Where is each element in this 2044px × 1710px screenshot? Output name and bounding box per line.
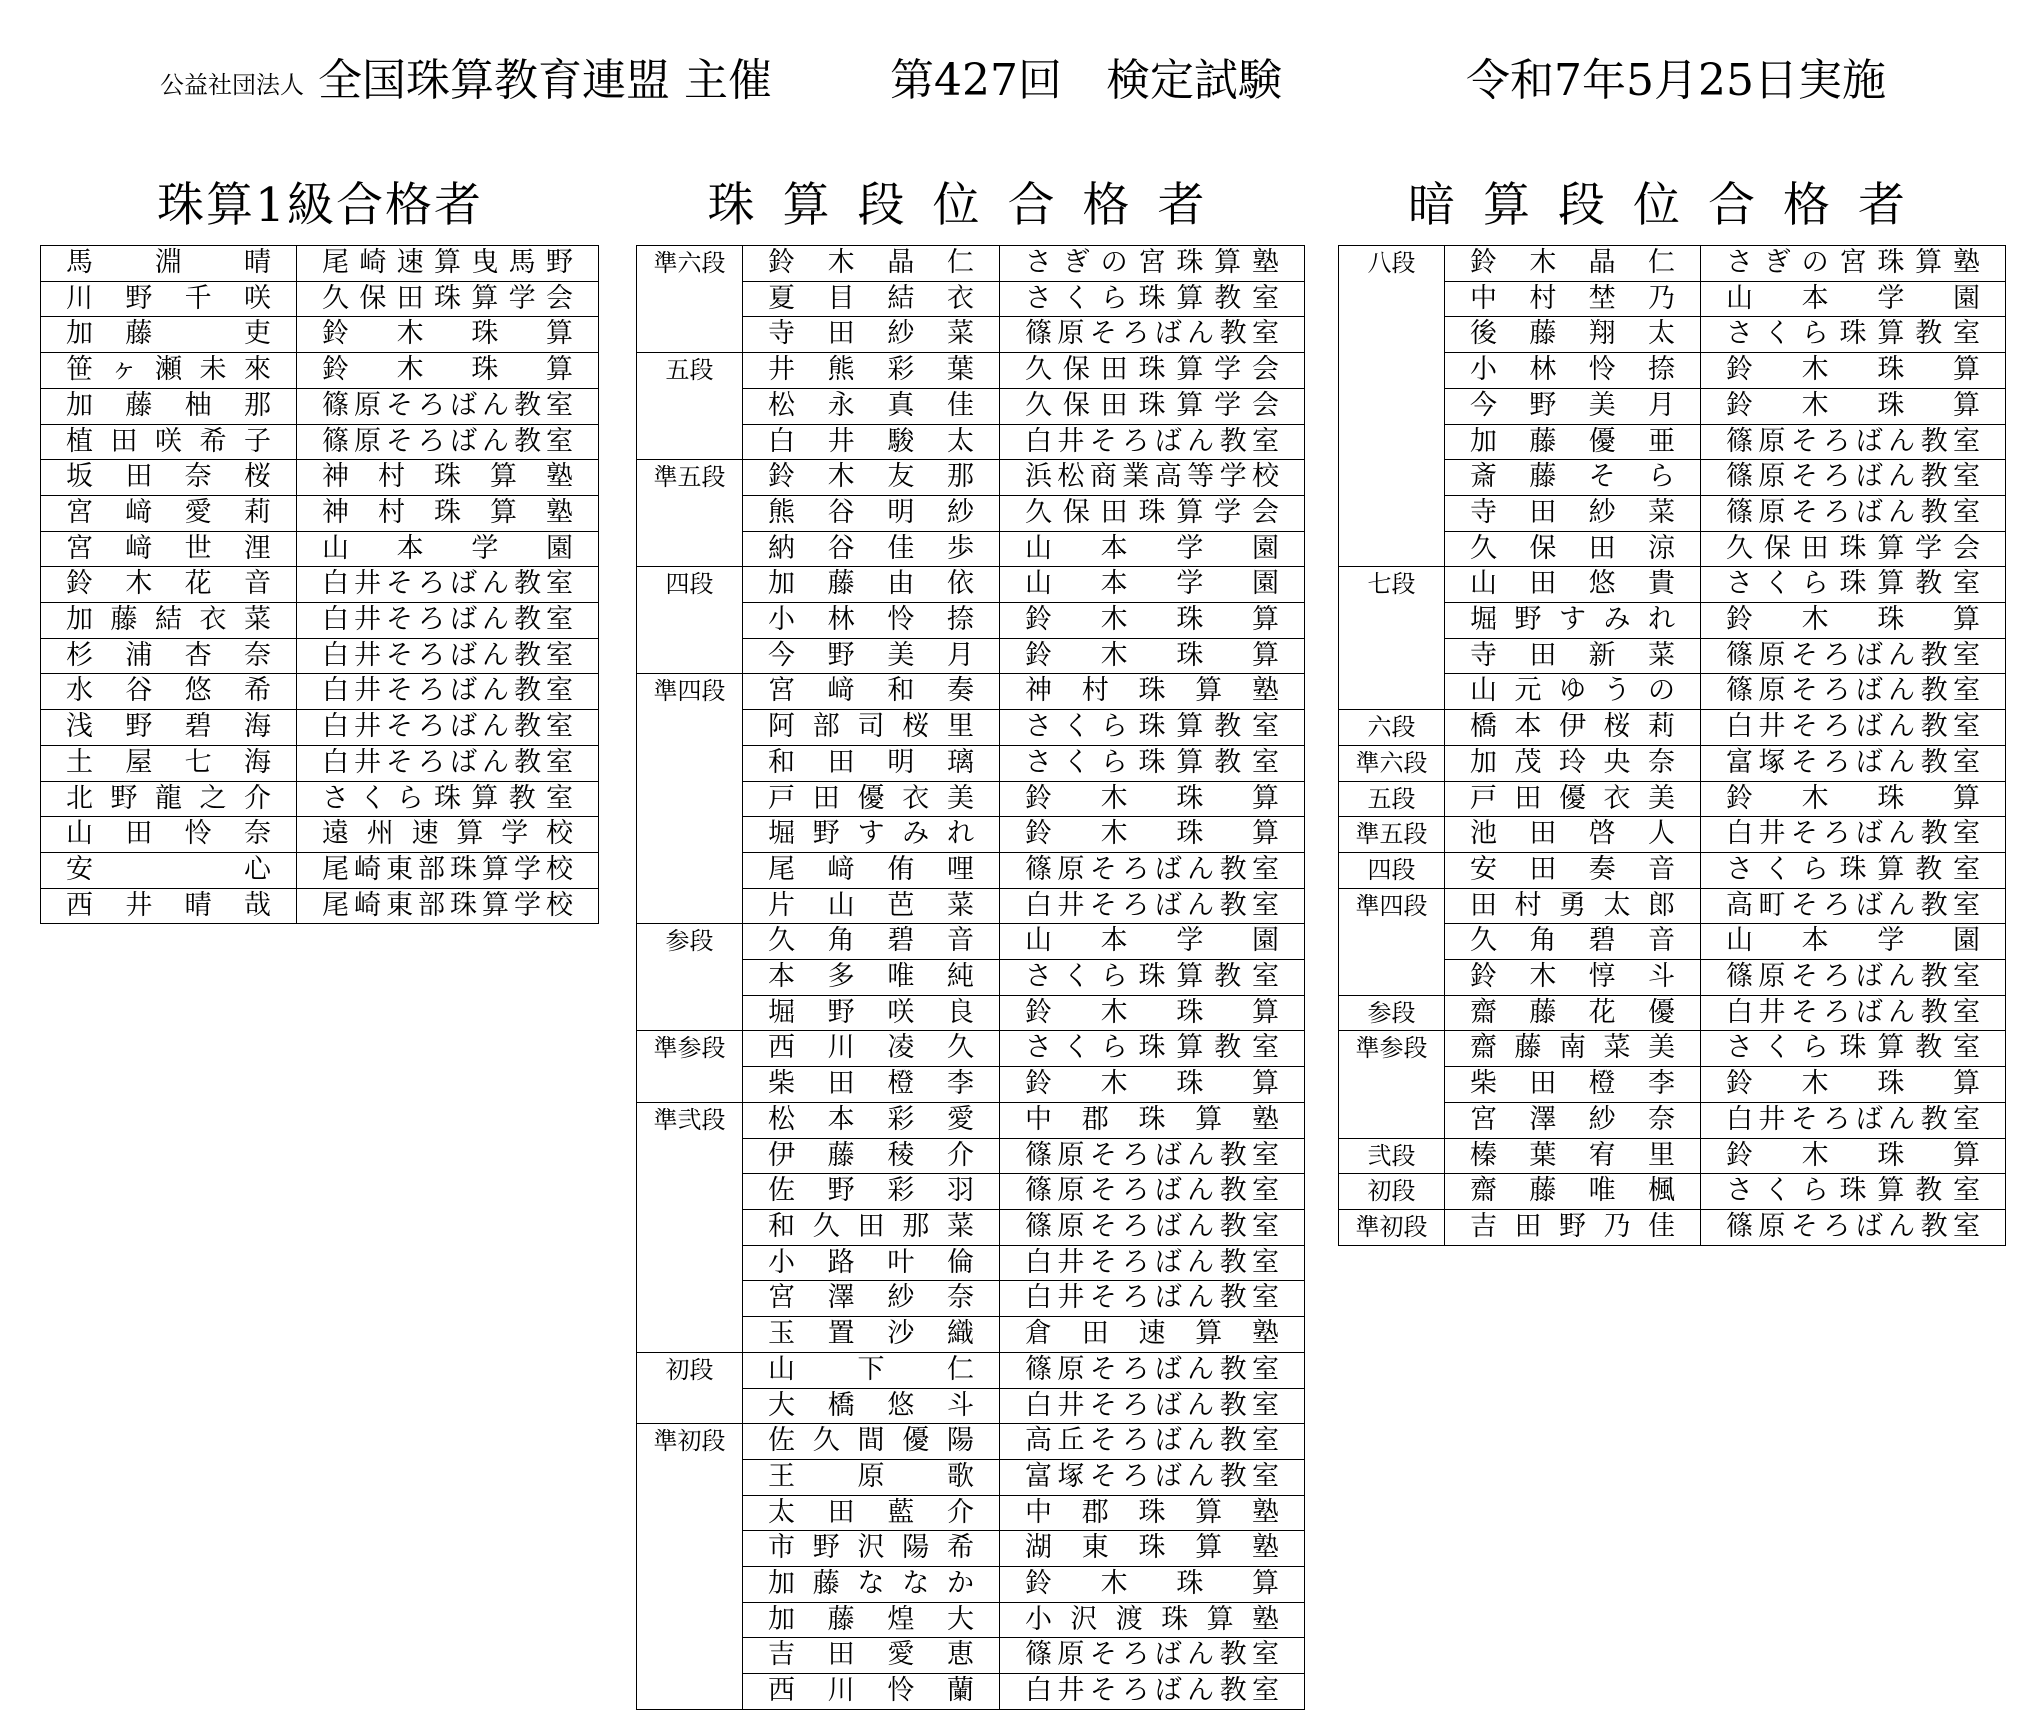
- passer-name: 阿部司桜里: [743, 710, 1000, 746]
- passer-name: 市野沢陽希: [743, 1531, 1000, 1567]
- passer-name: 齋藤唯楓: [1445, 1174, 1701, 1210]
- table-row: [1339, 1209, 2006, 1245]
- soroban-dan-title: 珠算段位合格者: [707, 178, 1233, 233]
- grade-label: 四段: [1339, 852, 1445, 888]
- school-name: さくら珠算教室: [1701, 317, 2006, 353]
- school-name: 白井そろばん教室: [297, 603, 599, 639]
- passer-name: 松本彩愛: [743, 1102, 1000, 1138]
- table-row: [1339, 995, 2006, 1031]
- school-name: 尾崎東部珠算学校: [297, 852, 599, 888]
- table-row: [1339, 817, 2006, 853]
- grade-label: 準初段: [1339, 1209, 1445, 1245]
- grade-label: 初段: [637, 1352, 743, 1423]
- table-row: [637, 1102, 1305, 1138]
- passer-name: 加藤柚那: [41, 388, 297, 424]
- school-name: 鈴木珠算: [1701, 1138, 2006, 1174]
- table-row: [1339, 246, 2006, 282]
- passer-name: 笹ヶ瀬未來: [41, 353, 297, 389]
- passer-name: 戸田優衣美: [1445, 781, 1701, 817]
- passer-name: 伊藤稜介: [743, 1138, 1000, 1174]
- passer-name: 堀野すみれ: [1445, 603, 1701, 639]
- grade-label: 四段: [637, 567, 743, 674]
- exam-date: 令和7年5月25日実施: [1466, 55, 1886, 106]
- school-name: さぎの宮珠算塾: [1000, 246, 1305, 282]
- table-row: [1339, 852, 2006, 888]
- organizer-name: 全国珠算教育連盟 主催: [318, 55, 772, 106]
- passer-name: 馬 淵 晴: [41, 246, 297, 282]
- table-row: [41, 460, 599, 496]
- school-name: 篠原そろばん教室: [1000, 1352, 1305, 1388]
- school-name: 白井そろばん教室: [1701, 1102, 2006, 1138]
- passer-name: 安心: [41, 852, 297, 888]
- passer-name: 北野龍之介: [41, 781, 297, 817]
- school-name: 尾崎速算曳馬野: [297, 246, 599, 282]
- school-name: さぎの宮珠算塾: [1701, 246, 2006, 282]
- school-name: 白井そろばん教室: [1000, 1388, 1305, 1424]
- passer-name: 堀野咲良: [743, 995, 1000, 1031]
- school-name: 山本学園: [1000, 567, 1305, 603]
- school-name: 白井そろばん教室: [1000, 1674, 1305, 1710]
- school-name: 神村珠算塾: [297, 460, 599, 496]
- passer-name: 水谷悠希: [41, 674, 297, 710]
- table-row: [41, 817, 599, 853]
- passer-name: 久角碧音: [743, 924, 1000, 960]
- passer-name: 和久田那菜: [743, 1209, 1000, 1245]
- table-row: [41, 745, 599, 781]
- passer-name: 久保田涼: [1445, 531, 1701, 567]
- grade-label: 準六段: [1339, 745, 1445, 781]
- school-name: 篠原そろばん教室: [1701, 674, 2006, 710]
- passer-name: 斎藤そら: [1445, 460, 1701, 496]
- school-name: 鈴木珠算: [297, 317, 599, 353]
- table-row: [41, 674, 599, 710]
- passer-name: 鈴木花音: [41, 567, 297, 603]
- school-name: 高丘そろばん教室: [1000, 1424, 1305, 1460]
- passer-name: 加藤優亜: [1445, 424, 1701, 460]
- table-row: [637, 353, 1305, 389]
- table-row: [637, 1352, 1305, 1388]
- school-name: 白井そろばん教室: [1701, 995, 2006, 1031]
- school-name: さくら珠算教室: [1000, 745, 1305, 781]
- school-name: 白井そろばん教室: [1701, 710, 2006, 746]
- table-row: [1339, 1174, 2006, 1210]
- passer-name: 寺田紗菜: [743, 317, 1000, 353]
- passer-name: 玉置沙織: [743, 1317, 1000, 1353]
- school-name: 篠原そろばん教室: [1701, 460, 2006, 496]
- school-name: 篠原そろばん教室: [297, 388, 599, 424]
- passer-name: 加茂玲央奈: [1445, 745, 1701, 781]
- passer-name: 和田明璃: [743, 745, 1000, 781]
- school-name: 篠原そろばん教室: [1701, 424, 2006, 460]
- passer-name: 山元ゆうの: [1445, 674, 1701, 710]
- passer-name: 土屋七海: [41, 745, 297, 781]
- passer-name: 夏目結衣: [743, 281, 1000, 317]
- passer-name: 加藤 吏: [41, 317, 297, 353]
- passer-name: 齋藤花優: [1445, 995, 1701, 1031]
- grade-label: 参段: [637, 924, 743, 1031]
- table-row: [41, 710, 599, 746]
- grade-label: 準四段: [637, 674, 743, 924]
- table-row: [1339, 888, 2006, 924]
- grade-label: 準四段: [1339, 888, 1445, 995]
- table-row: [41, 495, 599, 531]
- passer-name: 小林怜捺: [1445, 353, 1701, 389]
- school-name: 白井そろばん教室: [1000, 1245, 1305, 1281]
- passer-name: 吉田愛恵: [743, 1638, 1000, 1674]
- school-name: 鈴木珠算: [1000, 781, 1305, 817]
- passer-name: 坂田奈桜: [41, 460, 297, 496]
- school-name: 鈴木珠算: [1000, 817, 1305, 853]
- school-name: 鈴木珠算: [1000, 1567, 1305, 1603]
- passer-name: 山田悠貴: [1445, 567, 1701, 603]
- school-name: 久保田珠算学会: [1000, 495, 1305, 531]
- passer-name: 西川凌久: [743, 1031, 1000, 1067]
- table-row: [1339, 1138, 2006, 1174]
- grade-label: 六段: [1339, 710, 1445, 746]
- school-name: 篠原そろばん教室: [1000, 852, 1305, 888]
- school-name: 篠原そろばん教室: [1701, 1209, 2006, 1245]
- organizer-type: 公益社団法人: [160, 71, 304, 99]
- passer-name: 安田奏音: [1445, 852, 1701, 888]
- passer-name: 田村勇太郎: [1445, 888, 1701, 924]
- passer-name: 鈴木晶仁: [743, 246, 1000, 282]
- passer-name: 熊谷明紗: [743, 495, 1000, 531]
- school-name: 白井そろばん教室: [297, 674, 599, 710]
- table-row: [637, 1031, 1305, 1067]
- school-name: 神村珠算塾: [297, 495, 599, 531]
- school-name: 鈴木珠算: [1000, 603, 1305, 639]
- school-name: 鈴木珠算: [1000, 638, 1305, 674]
- table-row: [41, 531, 599, 567]
- school-name: 鈴木珠算: [1701, 353, 2006, 389]
- school-name: 白井そろばん教室: [1000, 424, 1305, 460]
- school-name: 篠原そろばん教室: [1000, 317, 1305, 353]
- school-name: さくら珠算教室: [1000, 960, 1305, 996]
- passer-name: 太田藍介: [743, 1495, 1000, 1531]
- table-row: [637, 674, 1305, 710]
- school-name: 中郡珠算塾: [1000, 1495, 1305, 1531]
- passer-name: 宮澤紗奈: [743, 1281, 1000, 1317]
- school-name: 神村珠算塾: [1000, 674, 1305, 710]
- school-name: 富塚そろばん教室: [1000, 1459, 1305, 1495]
- passer-name: 橋本伊桜莉: [1445, 710, 1701, 746]
- passer-name: 尾﨑侑哩: [743, 852, 1000, 888]
- table-row: [637, 246, 1305, 282]
- grade-label: 準弐段: [637, 1102, 743, 1352]
- table-row: [41, 281, 599, 317]
- school-name: 鈴木珠算: [1701, 388, 2006, 424]
- passer-name: 齋藤南菜美: [1445, 1031, 1701, 1067]
- first-class-table: [40, 245, 599, 924]
- school-name: さくら珠算教室: [1701, 1031, 2006, 1067]
- school-name: 鈴木珠算: [1701, 603, 2006, 639]
- school-name: 浜松商業高等学校: [1000, 460, 1305, 496]
- passer-name: 戸田優衣美: [743, 781, 1000, 817]
- school-name: 富塚そろばん教室: [1701, 745, 2006, 781]
- soroban-dan-table: [636, 245, 1305, 1710]
- passer-name: 片山芭菜: [743, 888, 1000, 924]
- school-name: 鈴木珠算: [297, 353, 599, 389]
- school-name: 鈴木珠算: [1701, 1067, 2006, 1103]
- school-name: 篠原そろばん教室: [1701, 960, 2006, 996]
- passer-name: 寺田紗菜: [1445, 495, 1701, 531]
- table-row: [41, 388, 599, 424]
- anzan-dan-table: [1338, 245, 2006, 1246]
- table-row: [637, 567, 1305, 603]
- school-name: さくら珠算教室: [1000, 710, 1305, 746]
- passer-name: 今野美月: [1445, 388, 1701, 424]
- school-name: 篠原そろばん教室: [1000, 1138, 1305, 1174]
- passer-name: 小路叶倫: [743, 1245, 1000, 1281]
- school-name: 篠原そろばん教室: [297, 424, 599, 460]
- passer-name: 大橋悠斗: [743, 1388, 1000, 1424]
- passer-name: 山 下 仁: [743, 1352, 1000, 1388]
- passer-name: 鈴木晶仁: [1445, 246, 1701, 282]
- table-row: [41, 246, 599, 282]
- table-row: [41, 603, 599, 639]
- passer-name: 松永真佳: [743, 388, 1000, 424]
- passer-name: 西川怜蘭: [743, 1674, 1000, 1710]
- passer-name: 浅野碧海: [41, 710, 297, 746]
- passer-name: 榛葉宥里: [1445, 1138, 1701, 1174]
- school-name: 篠原そろばん教室: [1701, 495, 2006, 531]
- table-row: [41, 424, 599, 460]
- passer-name: 小林怜捺: [743, 603, 1000, 639]
- passer-name: 柴田橙李: [1445, 1067, 1701, 1103]
- school-name: 山本学園: [1701, 924, 2006, 960]
- grade-label: 弐段: [1339, 1138, 1445, 1174]
- school-name: 白井そろばん教室: [297, 745, 599, 781]
- passer-name: 西井晴哉: [41, 888, 297, 924]
- grade-label: 初段: [1339, 1174, 1445, 1210]
- grade-label: 準参段: [1339, 1031, 1445, 1138]
- passer-name: 宮﨑愛莉: [41, 495, 297, 531]
- grade-label: 準六段: [637, 246, 743, 353]
- school-name: 山本学園: [297, 531, 599, 567]
- table-row: [637, 1424, 1305, 1460]
- school-name: さくら珠算教室: [1000, 281, 1305, 317]
- passer-name: 柴田橙李: [743, 1067, 1000, 1103]
- school-name: 篠原そろばん教室: [1000, 1174, 1305, 1210]
- school-name: 高町そろばん教室: [1701, 888, 2006, 924]
- passer-name: 井熊彩葉: [743, 353, 1000, 389]
- passer-name: 吉田野乃佳: [1445, 1209, 1701, 1245]
- passer-name: 中村埜乃: [1445, 281, 1701, 317]
- passer-name: 宮澤紗奈: [1445, 1102, 1701, 1138]
- passer-name: 加藤ななか: [743, 1567, 1000, 1603]
- table-row: [41, 638, 599, 674]
- school-name: 白井そろばん教室: [297, 710, 599, 746]
- passer-name: 鈴木友那: [743, 460, 1000, 496]
- grade-label: 八段: [1339, 246, 1445, 567]
- page-header: [0, 38, 2044, 108]
- passer-name: 宮﨑世浬: [41, 531, 297, 567]
- table-row: [1339, 710, 2006, 746]
- passer-name: 宮﨑和奏: [743, 674, 1000, 710]
- school-name: 山本学園: [1000, 531, 1305, 567]
- school-name: 篠原そろばん教室: [1000, 1638, 1305, 1674]
- table-row: [1339, 567, 2006, 603]
- table-row: [1339, 1031, 2006, 1067]
- passer-name: 後藤翔太: [1445, 317, 1701, 353]
- school-name: 久保田珠算学会: [1701, 531, 2006, 567]
- exam-title: 第427回 検定試験: [890, 55, 1282, 106]
- passer-name: 今野美月: [743, 638, 1000, 674]
- grade-label: 準初段: [637, 1424, 743, 1710]
- grade-label: 参段: [1339, 995, 1445, 1031]
- table-row: [41, 888, 599, 924]
- passer-name: 加藤煌大: [743, 1602, 1000, 1638]
- passer-name: 加藤結衣菜: [41, 603, 297, 639]
- school-name: 久保田珠算学会: [1000, 388, 1305, 424]
- school-name: さくら珠算教室: [297, 781, 599, 817]
- grade-label: 五段: [1339, 781, 1445, 817]
- grade-label: 準五段: [1339, 817, 1445, 853]
- school-name: 鈴木珠算: [1000, 995, 1305, 1031]
- grade-label: 五段: [637, 353, 743, 460]
- school-name: 白井そろばん教室: [1701, 817, 2006, 853]
- school-name: 篠原そろばん教室: [1701, 638, 2006, 674]
- passer-name: 白井駿太: [743, 424, 1000, 460]
- passer-name: 杉浦杏奈: [41, 638, 297, 674]
- school-name: さくら珠算教室: [1701, 852, 2006, 888]
- table-row: [41, 353, 599, 389]
- school-name: 小沢渡珠算塾: [1000, 1602, 1305, 1638]
- school-name: 鈴木珠算: [1000, 1067, 1305, 1103]
- table-row: [41, 852, 599, 888]
- school-name: 白井そろばん教室: [297, 567, 599, 603]
- grade-label: 七段: [1339, 567, 1445, 710]
- grade-label: 準参段: [637, 1031, 743, 1102]
- passer-name: 納谷佳歩: [743, 531, 1000, 567]
- school-name: 白井そろばん教室: [297, 638, 599, 674]
- passer-name: 植田咲希子: [41, 424, 297, 460]
- school-name: 白井そろばん教室: [1000, 888, 1305, 924]
- school-name: 久保田珠算学会: [1000, 353, 1305, 389]
- table-row: [637, 924, 1305, 960]
- table-row: [1339, 745, 2006, 781]
- passer-name: 佐久間優陽: [743, 1424, 1000, 1460]
- anzan-dan-title: 暗算段位合格者: [1408, 178, 1933, 233]
- passer-name: 山田怜奈: [41, 817, 297, 853]
- table-row: [41, 567, 599, 603]
- school-name: 久保田珠算学会: [297, 281, 599, 317]
- school-name: 中郡珠算塾: [1000, 1102, 1305, 1138]
- school-name: 倉田速算塾: [1000, 1317, 1305, 1353]
- passer-name: 池田啓人: [1445, 817, 1701, 853]
- passer-name: 鈴木惇斗: [1445, 960, 1701, 996]
- school-name: 湖東珠算塾: [1000, 1531, 1305, 1567]
- passer-name: 本多唯純: [743, 960, 1000, 996]
- passer-name: 久角碧音: [1445, 924, 1701, 960]
- school-name: さくら珠算教室: [1701, 1174, 2006, 1210]
- school-name: 山本学園: [1701, 281, 2006, 317]
- school-name: 篠原そろばん教室: [1000, 1209, 1305, 1245]
- school-name: 鈴木珠算: [1701, 781, 2006, 817]
- school-name: 白井そろばん教室: [1000, 1281, 1305, 1317]
- first-class-title: 珠算1級合格者: [157, 178, 483, 233]
- school-name: 山本学園: [1000, 924, 1305, 960]
- passer-name: 川野千咲: [41, 281, 297, 317]
- passer-name: 寺田新菜: [1445, 638, 1701, 674]
- passer-name: 加藤由依: [743, 567, 1000, 603]
- table-row: [637, 460, 1305, 496]
- school-name: 遠州速算学校: [297, 817, 599, 853]
- table-row: [1339, 781, 2006, 817]
- grade-label: 準五段: [637, 460, 743, 567]
- passer-name: 堀野すみれ: [743, 817, 1000, 853]
- passer-name: 王 原 歌: [743, 1459, 1000, 1495]
- school-name: 尾崎東部珠算学校: [297, 888, 599, 924]
- school-name: さくら珠算教室: [1701, 567, 2006, 603]
- passer-name: 佐野彩羽: [743, 1174, 1000, 1210]
- school-name: さくら珠算教室: [1000, 1031, 1305, 1067]
- table-row: [41, 317, 599, 353]
- table-row: [41, 781, 599, 817]
